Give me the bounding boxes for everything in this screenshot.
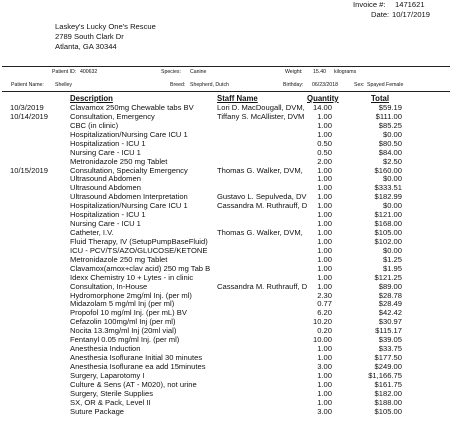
row-quantity: 2.00 bbox=[317, 157, 332, 166]
row-description: Metronidazole 250 mg Tablet bbox=[70, 157, 168, 166]
row-description: Catheter, I.V. bbox=[70, 229, 114, 238]
row-quantity: 10.20 bbox=[312, 318, 332, 327]
row-description: SX, OR & Pack, Level II bbox=[70, 398, 151, 407]
row-description: Ultrasound Abdomen bbox=[70, 175, 141, 184]
species: Canine bbox=[190, 69, 207, 75]
row-quantity: 1.00 bbox=[317, 184, 332, 193]
table-row bbox=[0, 292, 450, 301]
row-quantity: 0.20 bbox=[317, 327, 332, 336]
table-row bbox=[0, 149, 450, 158]
header-description: Description bbox=[70, 94, 113, 103]
row-description: Surgery, Sterile Supplies bbox=[70, 389, 154, 398]
table-row bbox=[0, 345, 450, 354]
row-quantity: 1.00 bbox=[317, 371, 332, 380]
row-total: $28.78 bbox=[378, 291, 402, 300]
row-description: ICU - PCV/TS/AZO/GLUCOSE/KETONE bbox=[70, 246, 208, 255]
row-total: $30.97 bbox=[378, 318, 402, 327]
row-total: $102.00 bbox=[374, 237, 402, 246]
table-row bbox=[0, 193, 450, 202]
row-quantity: 0.50 bbox=[317, 139, 332, 148]
invoice-date: 10/17/2019 bbox=[392, 10, 431, 19]
header-total: Total bbox=[371, 94, 390, 103]
row-total: $28.49 bbox=[378, 300, 402, 309]
table-row bbox=[0, 354, 450, 363]
sex-label: Sex: bbox=[354, 82, 365, 88]
row-date: 10/14/2019 bbox=[10, 112, 49, 121]
row-description: Consultation, Specialty Emergency bbox=[70, 166, 188, 175]
row-total: $0.00 bbox=[382, 130, 402, 139]
weight: 15.40 bbox=[313, 69, 326, 75]
table-row bbox=[0, 184, 450, 193]
table-row bbox=[0, 104, 450, 113]
row-quantity: 1.00 bbox=[317, 166, 332, 175]
table-row bbox=[0, 372, 450, 381]
row-quantity: 1.00 bbox=[317, 345, 332, 354]
row-description: Clavamox(amox+clav acid) 250 mg Tab B bbox=[70, 264, 211, 273]
row-quantity: 1.00 bbox=[317, 398, 332, 407]
table-row bbox=[0, 390, 450, 399]
table-row bbox=[0, 140, 450, 149]
row-total: $111.00 bbox=[375, 112, 402, 121]
row-quantity: 1.00 bbox=[317, 121, 332, 130]
row-description: Idexx Chemistry 10 + Lytes - in clinic bbox=[70, 273, 194, 282]
row-description: Nursing Care - ICU 1 bbox=[70, 220, 141, 229]
table-row bbox=[0, 113, 450, 122]
species-label: Species: bbox=[161, 69, 181, 75]
birthday-label: Birthday: bbox=[283, 82, 304, 88]
row-total: $1.25 bbox=[382, 255, 402, 264]
table-row bbox=[0, 175, 450, 184]
row-quantity: 1.00 bbox=[317, 264, 332, 273]
sex: Spayed Female bbox=[367, 82, 404, 88]
table-row bbox=[0, 408, 450, 417]
table-row bbox=[0, 211, 450, 220]
invoice-number: 1471621 bbox=[395, 0, 425, 9]
row-description: Consultation, In-House bbox=[70, 282, 148, 291]
row-quantity: 1.00 bbox=[317, 246, 332, 255]
row-total: $85.25 bbox=[378, 121, 402, 130]
row-description: Propofol 10 mg/ml Inj. (per mL) BV bbox=[70, 309, 187, 318]
table-row bbox=[0, 274, 450, 283]
row-quantity: 14.00 bbox=[312, 104, 332, 112]
row-total: $0.00 bbox=[382, 246, 402, 255]
table-row bbox=[0, 122, 450, 131]
patient-id-label: Patient ID: bbox=[52, 69, 77, 75]
row-description: Surgery, Laparotomy I bbox=[70, 371, 145, 380]
row-total: $89.00 bbox=[378, 282, 402, 291]
row-quantity: 1.00 bbox=[317, 229, 332, 238]
row-staff-name: Cassandra M. Ruthrauff, D bbox=[217, 202, 308, 211]
table-row bbox=[0, 247, 450, 256]
row-total: $80.50 bbox=[378, 139, 402, 148]
row-total: $105.00 bbox=[374, 407, 402, 416]
patient-name: Shelley bbox=[55, 82, 73, 88]
row-description: Fentanyl 0.05 mg/ml Inj. (per ml) bbox=[70, 336, 180, 345]
birthday: 06/23/2018 bbox=[312, 82, 338, 88]
table-row bbox=[0, 363, 450, 372]
row-total: $177.50 bbox=[374, 354, 402, 363]
row-quantity: 1.00 bbox=[317, 193, 332, 202]
row-description: Hospitalization/Nursing Care ICU 1 bbox=[70, 202, 188, 211]
table-row bbox=[0, 309, 450, 318]
row-quantity: 1.00 bbox=[317, 211, 332, 220]
row-total: $115.17 bbox=[375, 327, 402, 336]
row-date: 10/3/2019 bbox=[10, 104, 44, 112]
row-description: Midazolam 5 mg/ml Inj (per ml) bbox=[70, 300, 175, 309]
clinic-street: 2789 South Clark Dr bbox=[55, 32, 124, 41]
row-description: Anesthesia Isoflurane Initial 30 minutes bbox=[70, 354, 203, 363]
weight-unit: kilograms bbox=[334, 69, 357, 75]
row-description: Ultrasound Abdomen bbox=[70, 184, 141, 193]
table-row bbox=[0, 256, 450, 265]
row-description: Hospitalization/Nursing Care ICU 1 bbox=[70, 130, 188, 139]
breed-label: Breed: bbox=[170, 82, 186, 88]
row-total: $2.50 bbox=[382, 157, 402, 166]
row-total: $182.99 bbox=[374, 193, 402, 202]
row-description: Fluid Therapy, IV (SetupPumpBaseFluid) bbox=[70, 237, 208, 246]
row-quantity: 1.00 bbox=[317, 255, 332, 264]
row-quantity: 1.00 bbox=[317, 237, 332, 246]
row-total: $333.51 bbox=[374, 184, 402, 193]
row-total: $0.00 bbox=[382, 202, 402, 211]
row-description: Hydromorphone 2mg/ml Inj. (per ml) bbox=[70, 291, 192, 300]
header-quantity: Quantity bbox=[307, 94, 339, 103]
row-description: Anesthesia Induction bbox=[70, 345, 141, 354]
row-total: $33.75 bbox=[378, 345, 402, 354]
row-description: Cefazolin 100mg/ml Inj (per ml) bbox=[70, 318, 176, 327]
row-staff-name: Lori D. MacDougall, DVM, bbox=[217, 104, 305, 112]
table-row bbox=[0, 327, 450, 336]
row-total: $105.00 bbox=[374, 229, 402, 238]
row-quantity: 1.00 bbox=[317, 354, 332, 363]
row-description: Culture & Sens (AT - M020), not urine bbox=[70, 380, 197, 389]
table-row bbox=[0, 220, 450, 229]
row-quantity: 1.00 bbox=[317, 389, 332, 398]
row-staff-name: Cassandra M. Ruthrauff, D bbox=[217, 282, 308, 291]
row-total: $182.00 bbox=[374, 389, 402, 398]
row-description: Hospitalization - ICU 1 bbox=[70, 139, 146, 148]
row-quantity: 2.30 bbox=[317, 291, 332, 300]
row-quantity: 1.00 bbox=[317, 175, 332, 184]
row-total: $1.95 bbox=[382, 264, 402, 273]
row-total: $0.00 bbox=[382, 175, 402, 184]
row-quantity: 1.00 bbox=[317, 112, 332, 121]
table-row bbox=[0, 131, 450, 140]
table-row bbox=[0, 238, 450, 247]
table-row bbox=[0, 283, 450, 292]
row-staff-name: Thomas G. Walker, DVM, bbox=[217, 229, 303, 238]
row-total: $39.05 bbox=[378, 336, 402, 345]
row-total: $59.19 bbox=[378, 104, 402, 112]
row-quantity: 10.00 bbox=[312, 336, 332, 345]
table-row bbox=[0, 229, 450, 238]
patient-name-label: Patient Name: bbox=[11, 82, 44, 88]
table-row bbox=[0, 158, 450, 167]
table-row bbox=[0, 300, 450, 309]
row-quantity: 1.00 bbox=[317, 220, 332, 229]
row-description: Anesthesia Isoflurane ea add 15minutes bbox=[70, 362, 206, 371]
row-quantity: 1.00 bbox=[317, 202, 332, 211]
row-total: $42.42 bbox=[378, 309, 402, 318]
row-staff-name: Gustavo L. Sepulveda, DV bbox=[217, 193, 307, 202]
row-staff-name: Tiffany S. McAllister, DVM bbox=[217, 112, 305, 121]
row-total: $168.00 bbox=[374, 220, 402, 229]
row-staff-name: Thomas G. Walker, DVM, bbox=[217, 166, 303, 175]
row-total: $121.00 bbox=[374, 211, 402, 220]
row-description: CBC (in clinic) bbox=[70, 121, 119, 130]
clinic-name: Laskey's Lucky One's Rescue bbox=[55, 22, 156, 31]
header-staff-name: Staff Name bbox=[217, 94, 258, 103]
invoice-date-label: Date: bbox=[371, 10, 390, 19]
row-quantity: 1.00 bbox=[317, 380, 332, 389]
table-row bbox=[0, 265, 450, 274]
row-total: $161.75 bbox=[374, 380, 402, 389]
invoice-number-label: Invoice #: bbox=[353, 0, 386, 9]
patient-id: 400632 bbox=[80, 69, 98, 75]
row-quantity: 6.20 bbox=[317, 309, 332, 318]
row-total: $1,166.75 bbox=[368, 371, 402, 380]
row-quantity: 0.50 bbox=[317, 148, 332, 157]
row-quantity: 3.00 bbox=[317, 407, 332, 416]
row-quantity: 1.00 bbox=[317, 282, 332, 291]
table-row bbox=[0, 399, 450, 408]
row-description: Nursing Care - ICU 1 bbox=[70, 148, 141, 157]
row-date: 10/15/2019 bbox=[10, 166, 49, 175]
table-row bbox=[0, 336, 450, 345]
table-row bbox=[0, 167, 450, 176]
table-row bbox=[0, 202, 450, 211]
row-total: $160.00 bbox=[374, 166, 402, 175]
table-row bbox=[0, 381, 450, 390]
row-quantity: 1.00 bbox=[317, 273, 332, 282]
row-quantity: 3.00 bbox=[317, 362, 332, 371]
weight-label: Weight: bbox=[285, 69, 303, 75]
row-quantity: 1.00 bbox=[317, 130, 332, 139]
row-quantity: 0.77 bbox=[317, 300, 332, 309]
row-total: $188.00 bbox=[374, 398, 402, 407]
row-description: Hospitalization - ICU 1 bbox=[70, 211, 146, 220]
row-total: $84.00 bbox=[378, 148, 402, 157]
breed: Shepherd, Dutch bbox=[190, 82, 229, 88]
row-description: Nocita 13.3mg/ml Inj (20ml vial) bbox=[70, 327, 177, 336]
row-total: $249.00 bbox=[374, 362, 402, 371]
table-row bbox=[0, 318, 450, 327]
row-description: Clavamox 250mg Chewable tabs BV bbox=[70, 104, 194, 112]
clinic-city: Atlanta, GA 30344 bbox=[55, 42, 117, 51]
row-description: Metronidazole 250 mg Tablet bbox=[70, 255, 168, 264]
row-description: Consultation, Emergency bbox=[70, 112, 155, 121]
row-description: Ultrasound Abdomen Interpretation bbox=[70, 193, 188, 202]
row-total: $121.25 bbox=[374, 273, 402, 282]
row-description: Suture Package bbox=[70, 407, 125, 416]
